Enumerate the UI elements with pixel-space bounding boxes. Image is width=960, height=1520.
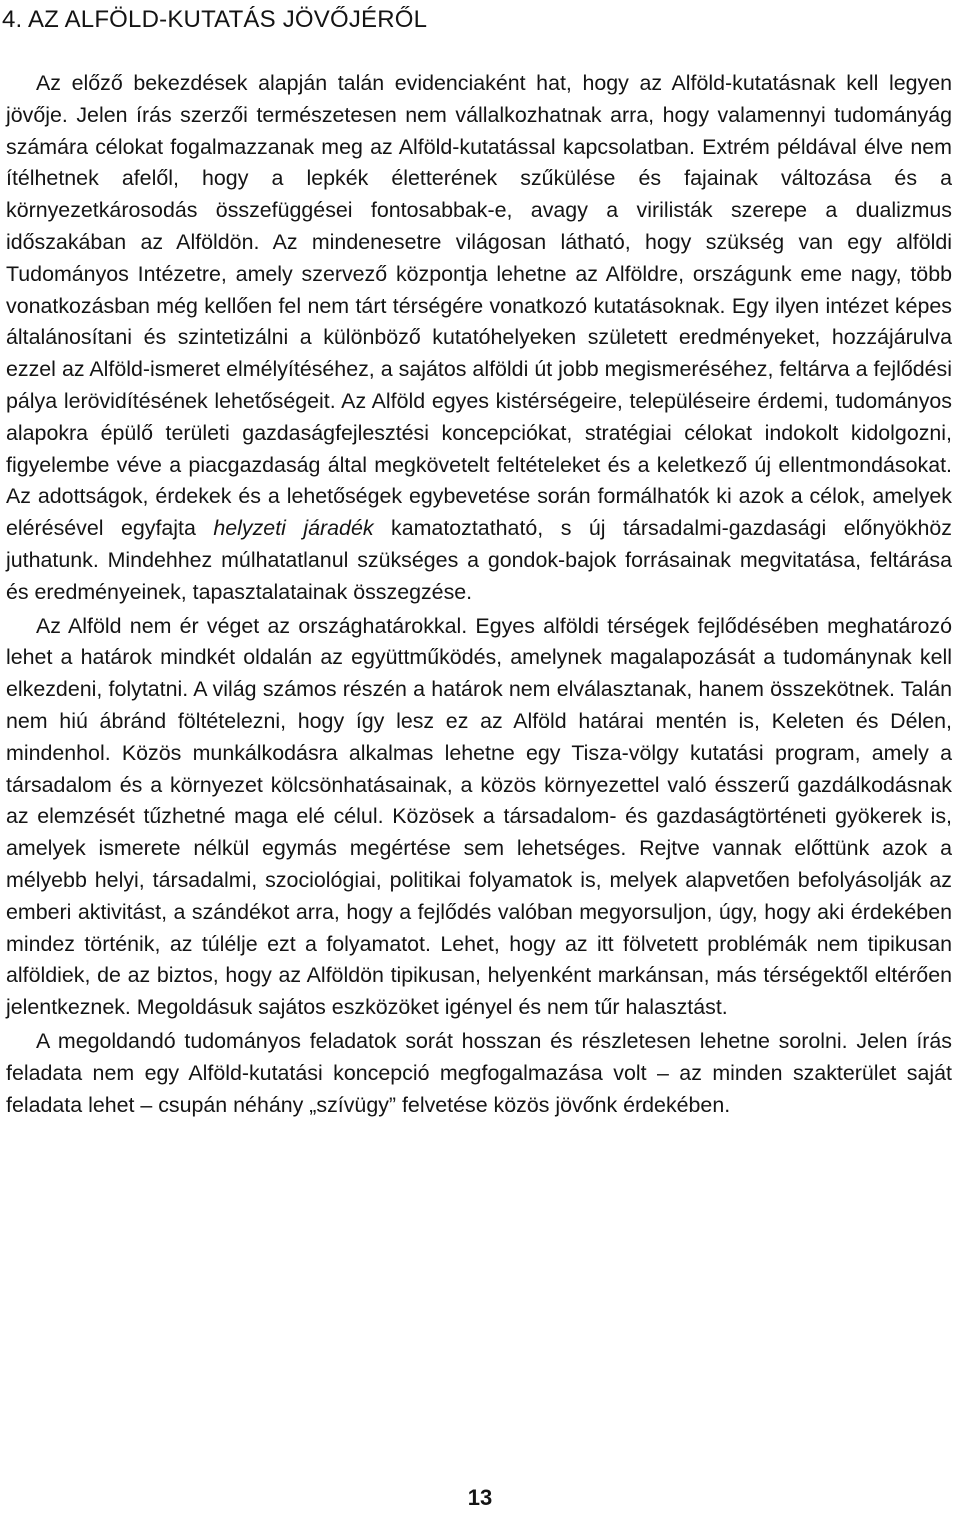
paragraph-3: A megoldandó tudományos feladatok sorát hosszan és részletesen lehetne sorolni. Jelen írás feladata nem egy Alföld-kutatási koncepció megfogalmazása volt – az minden szakterület saját feladata lehet – csupán néhány „szívügy” felvetése közös jövőnk érdekében. — [6, 1028, 952, 1117]
page-number: 13 — [467, 1485, 493, 1510]
paragraph-1-text-end: kamatoztatható, s új társadalmi-gazdasági előnyökhöz juthatunk. Mindehhez múlhatatlanul szükséges a gondok-bajok forrásainak megvitatása, feltárása és eredményeinek, tapasztalatainak összegzése. — [6, 516, 952, 604]
paragraph-2: Az Alföld nem ér véget az országhatárokkal. Egyes alföldi térségek fejlődésében meghatározó lehet a határok mindkét oldalán az együttműködés, amelynek magalapozását a tudománynak kell elkezdeni, folytatni. A világ számos részén a határok nem elválasztanak, hanem összekötnek. Talán nem hiú ábránd föltételezni, hogy így lesz ez az Alföld határai mentén is, Keleten és Délen, mindenhol. Közös munkálkodásra alkalmas lehetne egy Tisza-völgy kutatási program, amely a társadalom és a környezet kölcsönhatásainak, a közös környezettel való ésszerű gazdálkodásnak az elemzését tűzhetné maga elé célul. Közösek a társadalom- és gazdaságtörténeti gyökerek is, amelyek ismerete nélkül egymás megértése sem lehetséges. Rejtve vannak előttünk azok a mélyebb helyi, társadalmi, szociológiai, politikai folyamatok is, melyek alapvetően befolyásolják az emberi aktivitást, a szándékot arra, hogy a fejlődés valóban megyorsuljon, úgy, hogy aki érdekében mindez történik, az túlélje ezt a folyamatot. Lehet, hogy az itt fölvetett problémák nem tipikusan alföldiek, de az biztos, hogy az Alföldön tipikusan, helyenként markánsan, más térségektől eltérően jelentkeznek. Megoldásuk sajátos eszközöket igényel és nem tűr halasztást. — [6, 613, 952, 1020]
paragraph-1-text: Az előző bekezdések alapján talán evidenciaként hat, hogy az Alföld-kutatásnak kell legyen jövője. Jelen írás szerzői természetesen nem vállalkozhatnak arra, hogy valamennyi tudományág számára célokat fogalmazzanak meg az Alföld-kutatással kapcsolatban. Extrém példával élve nem ítélhetnek afelől, hogy a lepkék életterének szűkülése és fajainak változása és a környezetkárosodás összefüggései fontosabbak-e, avagy a virilisták szerepe a dualizmus időszakában az Alföldön. Az mindenesetre világosan látható, hogy szükség van egy alföldi Tudományos Intézetre, amely szervező központja lehetne az Alföldre, országunk eme nagy, több vonatkozásban még kellően fel nem tárt térségére vonatkozó kutatásoknak. Egy ilyen intézet képes általánosítani és szintetizálni a különböző kutatóhelyeken született eredményeket, hozzájárulva ezzel az Alföld-ismeret elmélyítéséhez, a sajátos alföldi út jobb megismeréséhez, feltárva a fejlődési pálya lerövidítésének lehetőségeit. Az Alföld egyes kistérségeire, településeire érdemi, tudományos alapokra épülő területi gazdaságfejlesztési koncepciókat, stratégiai célokat indokolt kidolgozni, figyelembe véve a piacgazdaság által megkövetelt feltételeket és a keletkező új ellentmondásokat. Az adottságok, érdekek és a lehetőségek egybevetése során formálhatók ki azok a célok, amelyek elérésével egyfajta — [6, 71, 952, 541]
body-text — [6, 68, 952, 1121]
paragraph-1 — [6, 68, 952, 609]
section-heading: 4. AZ ALFÖLD-KUTATÁS JÖVŐJÉRŐL — [2, 6, 428, 33]
paragraph-1-emphasis: helyzeti járadék — [213, 516, 374, 541]
